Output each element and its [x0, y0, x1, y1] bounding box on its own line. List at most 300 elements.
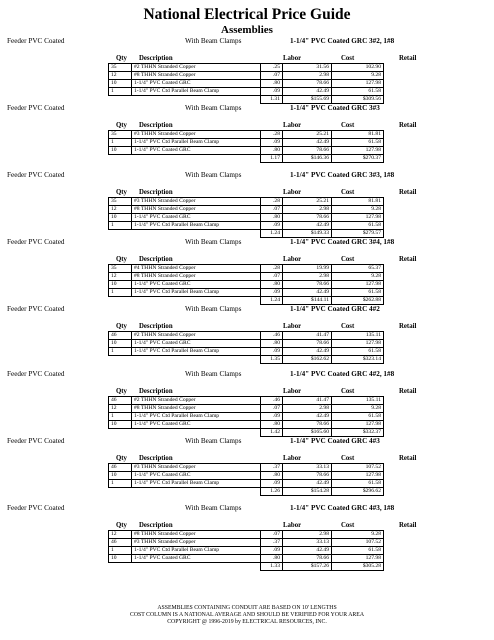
assembly-table — [108, 63, 384, 104]
total-retail-cell: $270.37 — [332, 155, 384, 163]
section-header — [0, 502, 494, 514]
cost-header: Cost — [341, 388, 355, 395]
section-category: Feeder PVC Coated — [7, 171, 65, 179]
qty-cell: 12 — [109, 405, 132, 413]
total-retail-cell: $323.14 — [332, 356, 384, 364]
cost-cell: 2.98 — [283, 273, 332, 281]
section-method: With Beam Clamps — [185, 171, 242, 179]
retail-cell: 135.11 — [332, 397, 384, 405]
section-header — [0, 102, 494, 114]
total-row — [109, 155, 384, 163]
blank-cell — [132, 356, 261, 364]
qty-header: Qty — [116, 522, 127, 529]
cost-cell: 78.66 — [283, 214, 332, 222]
description-cell: 1-1/4" PVC Ctd Parallel Beam Clamp — [132, 547, 261, 555]
cost-cell: 19.99 — [283, 265, 332, 273]
cost-header: Cost — [341, 256, 355, 263]
labor-header: Labor — [283, 55, 302, 62]
cost-cell: 41.47 — [283, 397, 332, 405]
section-header — [0, 35, 494, 47]
retail-cell: 61.58 — [332, 289, 384, 297]
description-cell: #8 THHN Stranded Copper — [132, 72, 261, 80]
section-method: With Beam Clamps — [185, 504, 242, 512]
section-category: Feeder PVC Coated — [7, 504, 65, 512]
retail-cell: 127.98 — [332, 147, 384, 155]
retail-cell: 61.58 — [332, 413, 384, 421]
qty-cell: 35 — [109, 64, 132, 72]
total-row — [109, 488, 384, 496]
cost-cell: 42.49 — [283, 413, 332, 421]
table-row — [109, 555, 384, 563]
qty-cell: 1 — [109, 88, 132, 96]
total-cost-cell: $155.69 — [283, 96, 332, 104]
description-header: Description — [139, 256, 173, 263]
qty-cell: 10 — [109, 214, 132, 222]
retail-cell: 61.58 — [332, 480, 384, 488]
assembly-section — [0, 435, 494, 502]
qty-cell: 10 — [109, 421, 132, 429]
description-cell: 1-1/4" PVC Ctd Parallel Beam Clamp — [132, 88, 261, 96]
cost-header: Cost — [341, 522, 355, 529]
column-headers — [0, 322, 494, 331]
table-row — [109, 147, 384, 155]
assembly-section — [0, 102, 494, 169]
labor-header: Labor — [283, 323, 302, 330]
cost-cell: 2.98 — [283, 206, 332, 214]
labor-header: Labor — [283, 122, 302, 129]
cost-cell: 42.49 — [283, 289, 332, 297]
footer-note-lengths: ASSEMBLIES CONTAINING CONDUIT ARE BASED ON 10' LENGTHS — [157, 605, 337, 611]
total-labor-cell: 1.26 — [261, 488, 283, 496]
labor-cell: .28 — [261, 265, 283, 273]
column-headers — [0, 255, 494, 264]
labor-cell: .80 — [261, 281, 283, 289]
table-row — [109, 64, 384, 72]
total-cost-cell: $146.36 — [283, 155, 332, 163]
retail-cell: 135.11 — [332, 332, 384, 340]
assembly-section — [0, 368, 494, 435]
description-cell: 1-1/4" PVC Ctd Parallel Beam Clamp — [132, 348, 261, 356]
labor-cell: .37 — [261, 539, 283, 547]
cost-cell: 25.21 — [283, 131, 332, 139]
description-cell: 1-1/4" PVC Ctd Parallel Beam Clamp — [132, 480, 261, 488]
table-row — [109, 72, 384, 80]
total-cost-cell: $144.11 — [283, 297, 332, 305]
section-assembly-name: 1-1/4" PVC Coated GRC 4#3, 1#8 — [290, 504, 395, 512]
qty-cell: 35 — [109, 198, 132, 206]
retail-cell: 127.98 — [332, 214, 384, 222]
labor-cell: .80 — [261, 80, 283, 88]
table-row — [109, 348, 384, 356]
description-cell: #8 THHN Stranded Copper — [132, 206, 261, 214]
table-row — [109, 480, 384, 488]
retail-cell: 9.28 — [332, 273, 384, 281]
qty-cell: 10 — [109, 472, 132, 480]
qty-cell: 1 — [109, 480, 132, 488]
labor-header: Labor — [283, 256, 302, 263]
column-headers — [0, 454, 494, 463]
cost-cell: 42.49 — [283, 547, 332, 555]
section-header — [0, 303, 494, 315]
labor-cell: .80 — [261, 472, 283, 480]
table-row — [109, 539, 384, 547]
table-row — [109, 281, 384, 289]
labor-cell: .07 — [261, 72, 283, 80]
labor-cell: .09 — [261, 289, 283, 297]
description-cell: 1-1/4" PVC Coated GRC — [132, 421, 261, 429]
section-method: With Beam Clamps — [185, 104, 242, 112]
retail-cell: 127.98 — [332, 421, 384, 429]
qty-cell: 10 — [109, 80, 132, 88]
table-row — [109, 340, 384, 348]
qty-cell: 12 — [109, 206, 132, 214]
labor-cell: .80 — [261, 421, 283, 429]
description-cell: 1-1/4" PVC Coated GRC — [132, 147, 261, 155]
labor-cell: .37 — [261, 464, 283, 472]
retail-cell: 107.52 — [332, 464, 384, 472]
column-headers — [0, 54, 494, 63]
table-row — [109, 531, 384, 539]
retail-cell: 107.52 — [332, 539, 384, 547]
assembly-table — [108, 197, 384, 238]
retail-cell: 127.98 — [332, 80, 384, 88]
cost-cell: 25.21 — [283, 198, 332, 206]
labor-cell: .28 — [261, 198, 283, 206]
qty-cell: 10 — [109, 281, 132, 289]
section-assembly-name: 1-1/4" PVC Coated GRC 3#3, 1#8 — [290, 171, 395, 179]
labor-cell: .28 — [261, 131, 283, 139]
cost-header: Cost — [341, 189, 355, 196]
total-retail-cell: $262.88 — [332, 297, 384, 305]
section-assembly-name: 1-1/4" PVC Coated GRC 4#3 — [290, 437, 380, 445]
blank-cell — [109, 563, 132, 571]
retail-header: Retail — [399, 189, 417, 196]
qty-cell: 46 — [109, 539, 132, 547]
total-cost-cell: $149.33 — [283, 230, 332, 238]
table-row — [109, 273, 384, 281]
retail-header: Retail — [399, 323, 417, 330]
description-header: Description — [139, 189, 173, 196]
cost-cell: 78.66 — [283, 421, 332, 429]
retail-cell: 9.28 — [332, 72, 384, 80]
description-cell: #4 THHN Stranded Copper — [132, 265, 261, 273]
cost-cell: 2.98 — [283, 72, 332, 80]
qty-cell: 10 — [109, 555, 132, 563]
total-row — [109, 356, 384, 364]
labor-cell: .07 — [261, 531, 283, 539]
cost-header: Cost — [341, 323, 355, 330]
description-header: Description — [139, 455, 173, 462]
description-cell: 1-1/4" PVC Ctd Parallel Beam Clamp — [132, 139, 261, 147]
total-labor-cell: 1.24 — [261, 297, 283, 305]
qty-cell: 1 — [109, 348, 132, 356]
assembly-table — [108, 396, 384, 437]
blank-cell — [132, 155, 261, 163]
cost-header: Cost — [341, 122, 355, 129]
total-cost-cell: $165.60 — [283, 429, 332, 437]
retail-cell: 61.58 — [332, 547, 384, 555]
table-row — [109, 139, 384, 147]
section-header — [0, 368, 494, 380]
cost-cell: 31.56 — [283, 64, 332, 72]
cost-cell: 33.13 — [283, 464, 332, 472]
description-cell: 1-1/4" PVC Coated GRC — [132, 555, 261, 563]
total-labor-cell: 1.31 — [261, 96, 283, 104]
total-labor-cell: 1.24 — [261, 230, 283, 238]
labor-header: Labor — [283, 522, 302, 529]
cost-header: Cost — [341, 55, 355, 62]
qty-cell: 1 — [109, 413, 132, 421]
description-cell: #3 THHN Stranded Copper — [132, 464, 261, 472]
section-assembly-name: 1-1/4" PVC Coated GRC 3#2, 1#8 — [290, 37, 395, 45]
total-retail-cell: $309.56 — [332, 96, 384, 104]
labor-cell: .46 — [261, 332, 283, 340]
retail-header: Retail — [399, 122, 417, 129]
cost-header: Cost — [341, 455, 355, 462]
retail-cell: 61.58 — [332, 139, 384, 147]
assembly-table — [108, 331, 384, 364]
assembly-section — [0, 236, 494, 303]
assembly-section — [0, 169, 494, 236]
blank-cell — [132, 563, 261, 571]
retail-cell: 127.98 — [332, 281, 384, 289]
section-assembly-name: 1-1/4" PVC Coated GRC 3#3 — [290, 104, 380, 112]
page-subtitle: Assemblies — [221, 24, 273, 36]
labor-cell: .09 — [261, 547, 283, 555]
blank-cell — [109, 155, 132, 163]
retail-header: Retail — [399, 455, 417, 462]
qty-cell: 12 — [109, 273, 132, 281]
qty-cell: 1 — [109, 547, 132, 555]
labor-cell: .07 — [261, 405, 283, 413]
retail-header: Retail — [399, 388, 417, 395]
qty-header: Qty — [116, 55, 127, 62]
description-header: Description — [139, 323, 173, 330]
retail-header: Retail — [399, 256, 417, 263]
retail-cell: 61.58 — [332, 88, 384, 96]
table-row — [109, 222, 384, 230]
qty-cell: 12 — [109, 72, 132, 80]
retail-cell: 61.58 — [332, 348, 384, 356]
total-retail-cell: $296.62 — [332, 488, 384, 496]
qty-header: Qty — [116, 323, 127, 330]
description-cell: #2 THHN Stranded Copper — [132, 64, 261, 72]
labor-cell: .09 — [261, 222, 283, 230]
table-row — [109, 332, 384, 340]
assembly-table — [108, 463, 384, 496]
labor-cell: .46 — [261, 397, 283, 405]
labor-cell: .80 — [261, 555, 283, 563]
section-assembly-name: 1-1/4" PVC Coated GRC 4#2 — [290, 305, 380, 313]
blank-cell — [132, 488, 261, 496]
total-labor-cell: 1.33 — [261, 563, 283, 571]
assembly-section — [0, 35, 494, 102]
qty-header: Qty — [116, 256, 127, 263]
cost-cell: 78.66 — [283, 555, 332, 563]
total-cost-cell: $157.26 — [283, 563, 332, 571]
description-cell: #3 THHN Stranded Copper — [132, 131, 261, 139]
total-retail-cell: $305.28 — [332, 563, 384, 571]
column-headers — [0, 521, 494, 530]
qty-header: Qty — [116, 388, 127, 395]
cost-cell: 42.49 — [283, 222, 332, 230]
column-headers — [0, 387, 494, 396]
retail-cell: 102.90 — [332, 64, 384, 72]
description-cell: #8 THHN Stranded Copper — [132, 273, 261, 281]
section-category: Feeder PVC Coated — [7, 370, 65, 378]
assembly-table — [108, 264, 384, 305]
table-row — [109, 214, 384, 222]
description-cell: 1-1/4" PVC Coated GRC — [132, 214, 261, 222]
labor-cell: .09 — [261, 480, 283, 488]
qty-cell: 12 — [109, 531, 132, 539]
section-header — [0, 435, 494, 447]
description-cell: #3 THHN Stranded Copper — [132, 539, 261, 547]
cost-cell: 78.66 — [283, 281, 332, 289]
table-row — [109, 397, 384, 405]
assembly-table — [108, 130, 384, 163]
description-cell: 1-1/4" PVC Coated GRC — [132, 472, 261, 480]
description-cell: 1-1/4" PVC Ctd Parallel Beam Clamp — [132, 222, 261, 230]
assembly-section — [0, 502, 494, 569]
qty-cell: 35 — [109, 131, 132, 139]
retail-cell: 9.28 — [332, 206, 384, 214]
retail-cell: 127.98 — [332, 555, 384, 563]
total-labor-cell: 1.17 — [261, 155, 283, 163]
retail-header: Retail — [399, 522, 417, 529]
description-cell: #3 THHN Stranded Copper — [132, 198, 261, 206]
section-category: Feeder PVC Coated — [7, 437, 65, 445]
total-retail-cell: $279.57 — [332, 230, 384, 238]
total-cost-cell: $154.28 — [283, 488, 332, 496]
section-assembly-name: 1-1/4" PVC Coated GRC 4#2, 1#8 — [290, 370, 395, 378]
description-header: Description — [139, 388, 173, 395]
retail-cell: 61.58 — [332, 222, 384, 230]
total-row — [109, 563, 384, 571]
assembly-table — [108, 530, 384, 571]
footer-note-average: COST COLUMN IS A NATIONAL AVERAGE AND SHOULD BE VERIFIED FOR YOUR AREA — [129, 612, 365, 618]
retail-cell: 127.98 — [332, 340, 384, 348]
description-cell: 1-1/4" PVC Coated GRC — [132, 340, 261, 348]
description-header: Description — [139, 522, 173, 529]
description-cell: 1-1/4" PVC Coated GRC — [132, 281, 261, 289]
table-row — [109, 472, 384, 480]
labor-cell: .07 — [261, 273, 283, 281]
cost-cell: 2.98 — [283, 405, 332, 413]
section-header — [0, 169, 494, 181]
retail-cell: 9.28 — [332, 531, 384, 539]
column-headers — [0, 121, 494, 130]
qty-cell: 1 — [109, 222, 132, 230]
cost-cell: 42.49 — [283, 348, 332, 356]
total-cost-cell: $162.62 — [283, 356, 332, 364]
assembly-sections — [0, 35, 494, 569]
cost-cell: 78.66 — [283, 340, 332, 348]
retail-header: Retail — [399, 55, 417, 62]
section-category: Feeder PVC Coated — [7, 104, 65, 112]
cost-cell: 78.66 — [283, 80, 332, 88]
retail-cell: 9.28 — [332, 405, 384, 413]
blank-cell — [109, 488, 132, 496]
blank-cell — [109, 356, 132, 364]
column-headers — [0, 188, 494, 197]
section-category: Feeder PVC Coated — [7, 37, 65, 45]
labor-cell: .09 — [261, 88, 283, 96]
total-retail-cell: $332.37 — [332, 429, 384, 437]
table-row — [109, 413, 384, 421]
retail-cell: 127.98 — [332, 472, 384, 480]
description-header: Description — [139, 122, 173, 129]
labor-cell: .80 — [261, 340, 283, 348]
assembly-section — [0, 303, 494, 368]
table-row — [109, 547, 384, 555]
description-cell: #2 THHN Stranded Copper — [132, 397, 261, 405]
total-labor-cell: 1.35 — [261, 356, 283, 364]
section-category: Feeder PVC Coated — [7, 238, 65, 246]
labor-cell: .25 — [261, 64, 283, 72]
table-row — [109, 88, 384, 96]
qty-cell: 46 — [109, 464, 132, 472]
labor-cell: .07 — [261, 206, 283, 214]
table-row — [109, 80, 384, 88]
section-method: With Beam Clamps — [185, 437, 242, 445]
description-header: Description — [139, 55, 173, 62]
cost-cell: 42.49 — [283, 480, 332, 488]
description-cell: 1-1/4" PVC Coated GRC — [132, 80, 261, 88]
footer-copyright: COPYRIGHT @ 1996-2019 by ELECTRICAL RESOURCES, INC. — [167, 619, 327, 625]
section-assembly-name: 1-1/4" PVC Coated GRC 3#4, 1#8 — [290, 238, 395, 246]
qty-header: Qty — [116, 455, 127, 462]
section-method: With Beam Clamps — [185, 238, 242, 246]
page-title: National Electrical Price Guide — [143, 6, 351, 23]
table-row — [109, 405, 384, 413]
labor-header: Labor — [283, 189, 302, 196]
table-row — [109, 289, 384, 297]
cost-cell: 42.49 — [283, 139, 332, 147]
labor-cell: .09 — [261, 413, 283, 421]
qty-header: Qty — [116, 189, 127, 196]
section-category: Feeder PVC Coated — [7, 305, 65, 313]
labor-cell: .80 — [261, 147, 283, 155]
labor-cell: .09 — [261, 348, 283, 356]
retail-cell: 81.81 — [332, 131, 384, 139]
qty-cell: 10 — [109, 147, 132, 155]
description-cell: #8 THHN Stranded Copper — [132, 405, 261, 413]
labor-cell: .09 — [261, 139, 283, 147]
labor-header: Labor — [283, 455, 302, 462]
qty-cell: 1 — [109, 139, 132, 147]
retail-cell: 65.37 — [332, 265, 384, 273]
cost-cell: 41.47 — [283, 332, 332, 340]
cost-cell: 78.66 — [283, 147, 332, 155]
table-row — [109, 265, 384, 273]
qty-cell: 10 — [109, 340, 132, 348]
table-row — [109, 421, 384, 429]
retail-cell: 81.81 — [332, 198, 384, 206]
description-cell: #8 THHN Stranded Copper — [132, 531, 261, 539]
section-method: With Beam Clamps — [185, 305, 242, 313]
cost-cell: 42.49 — [283, 88, 332, 96]
total-labor-cell: 1.42 — [261, 429, 283, 437]
qty-cell: 35 — [109, 265, 132, 273]
labor-cell: .80 — [261, 214, 283, 222]
section-header — [0, 236, 494, 248]
description-cell: 1-1/4" PVC Ctd Parallel Beam Clamp — [132, 289, 261, 297]
table-row — [109, 464, 384, 472]
qty-cell: 1 — [109, 289, 132, 297]
qty-cell: 46 — [109, 332, 132, 340]
qty-cell: 46 — [109, 397, 132, 405]
